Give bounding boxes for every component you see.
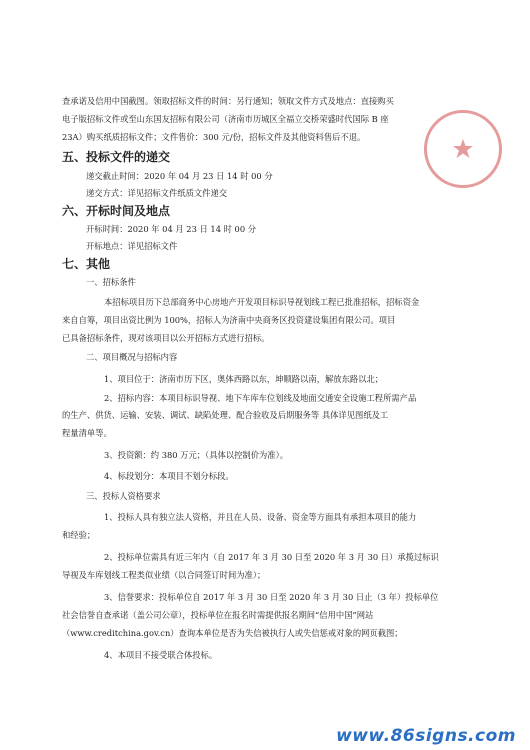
text-line: 开标时间：2020 年 04 月 23 日 14 时 00 分 <box>86 224 257 234</box>
text-line: 4、本项目不接受联合体投标。 <box>104 650 218 660</box>
text-line: 1、投标人具有独立法人资格，并且在人员、设备、资金等方面具有承担本项目的能力 <box>104 512 417 522</box>
text-line: 3、投资额：约 380 万元；（具体以控制价为准）。 <box>104 450 289 460</box>
text-line: 查承诺及信用中国截图。领取招标文件的时间：另行通知；领取文件方式及地点：直接购买 <box>62 96 394 106</box>
text-line: 的生产、供货、运输、安装、调试、缺陷处理、配合验收及后期服务等 具体详见图纸及工 <box>62 410 389 420</box>
seal-star-icon <box>427 113 499 185</box>
text-line: 3、信誉要求：投标单位自 2017 年 3 月 30 日至 2020 年 3 月 30 日止（3 年）投标单位 <box>104 592 439 602</box>
text-line: 来自自筹，项目出资比例为 100%，招标人为济南中央商务区投资建设集团有限公司。项目 <box>62 315 396 325</box>
text-line: 和经验； <box>62 530 96 540</box>
text-line: 电子版招标文件或至山东国友招标有限公司（济南市历城区全福立交桥荣盛时代国际 B 座 <box>62 114 389 124</box>
text-line: 程量清单等。 <box>62 428 112 438</box>
site-watermark: www.86signs.com <box>336 726 516 746</box>
subsection-title: 一、招标条件 <box>86 277 136 287</box>
text-line: 开标地点：详见招标文件 <box>86 241 178 251</box>
text-line: 已具备招标条件，现对该项目以公开招标方式进行招标。 <box>62 333 270 343</box>
text-line: 23A）购买纸质招标文件；文件售价：300 元/份，招标文件及其他资料售后不退。 <box>62 132 366 142</box>
subsection-title: 二、项目概况与招标内容 <box>86 352 178 362</box>
company-seal <box>424 110 502 188</box>
section-heading: 七、其他 <box>62 257 111 271</box>
text-line: （www.creditchina.gov.cn）查询本单位是否为失信被执行人或失信惩戒对象的网页截图； <box>62 628 403 638</box>
text-line: 递交截止时间：2020 年 04 月 23 日 14 时 00 分 <box>86 171 273 181</box>
text-line: 本招标项目历下总部商务中心房地产开发项目标识导视划线工程已批准招标，招标资金 <box>104 297 420 307</box>
subsection-title: 三、投标人资格要求 <box>86 491 161 501</box>
text-line: 2、招标内容：本项目标识导视、地下车库车位划线及地面交通安全设施工程所需产品 <box>104 393 417 403</box>
text-line: 社会信誉自查承诺（盖公司公章），投标单位在报名时需提供报名期间“信用中国”网站 <box>62 610 374 620</box>
text-line: 递交方式：详见招标文件纸质文件递交 <box>86 188 228 198</box>
section-heading: 五、投标文件的递交 <box>62 150 171 164</box>
section-heading: 六、开标时间及地点 <box>62 204 171 218</box>
text-line: 2、投标单位需具有近三年内（自 2017 年 3 月 30 日至 2020 年 3 月 30 日）承揽过标识 <box>104 552 439 562</box>
text-line: 4、标段划分：本项目不划分标段。 <box>104 471 234 481</box>
text-line: 导视及车库划线工程类似业绩（以合同签订时间为准）； <box>62 570 266 580</box>
text-line: 1、项目位于：济南市历下区，奥体西路以东，坤顺路以南，解放东路以北； <box>104 374 384 384</box>
